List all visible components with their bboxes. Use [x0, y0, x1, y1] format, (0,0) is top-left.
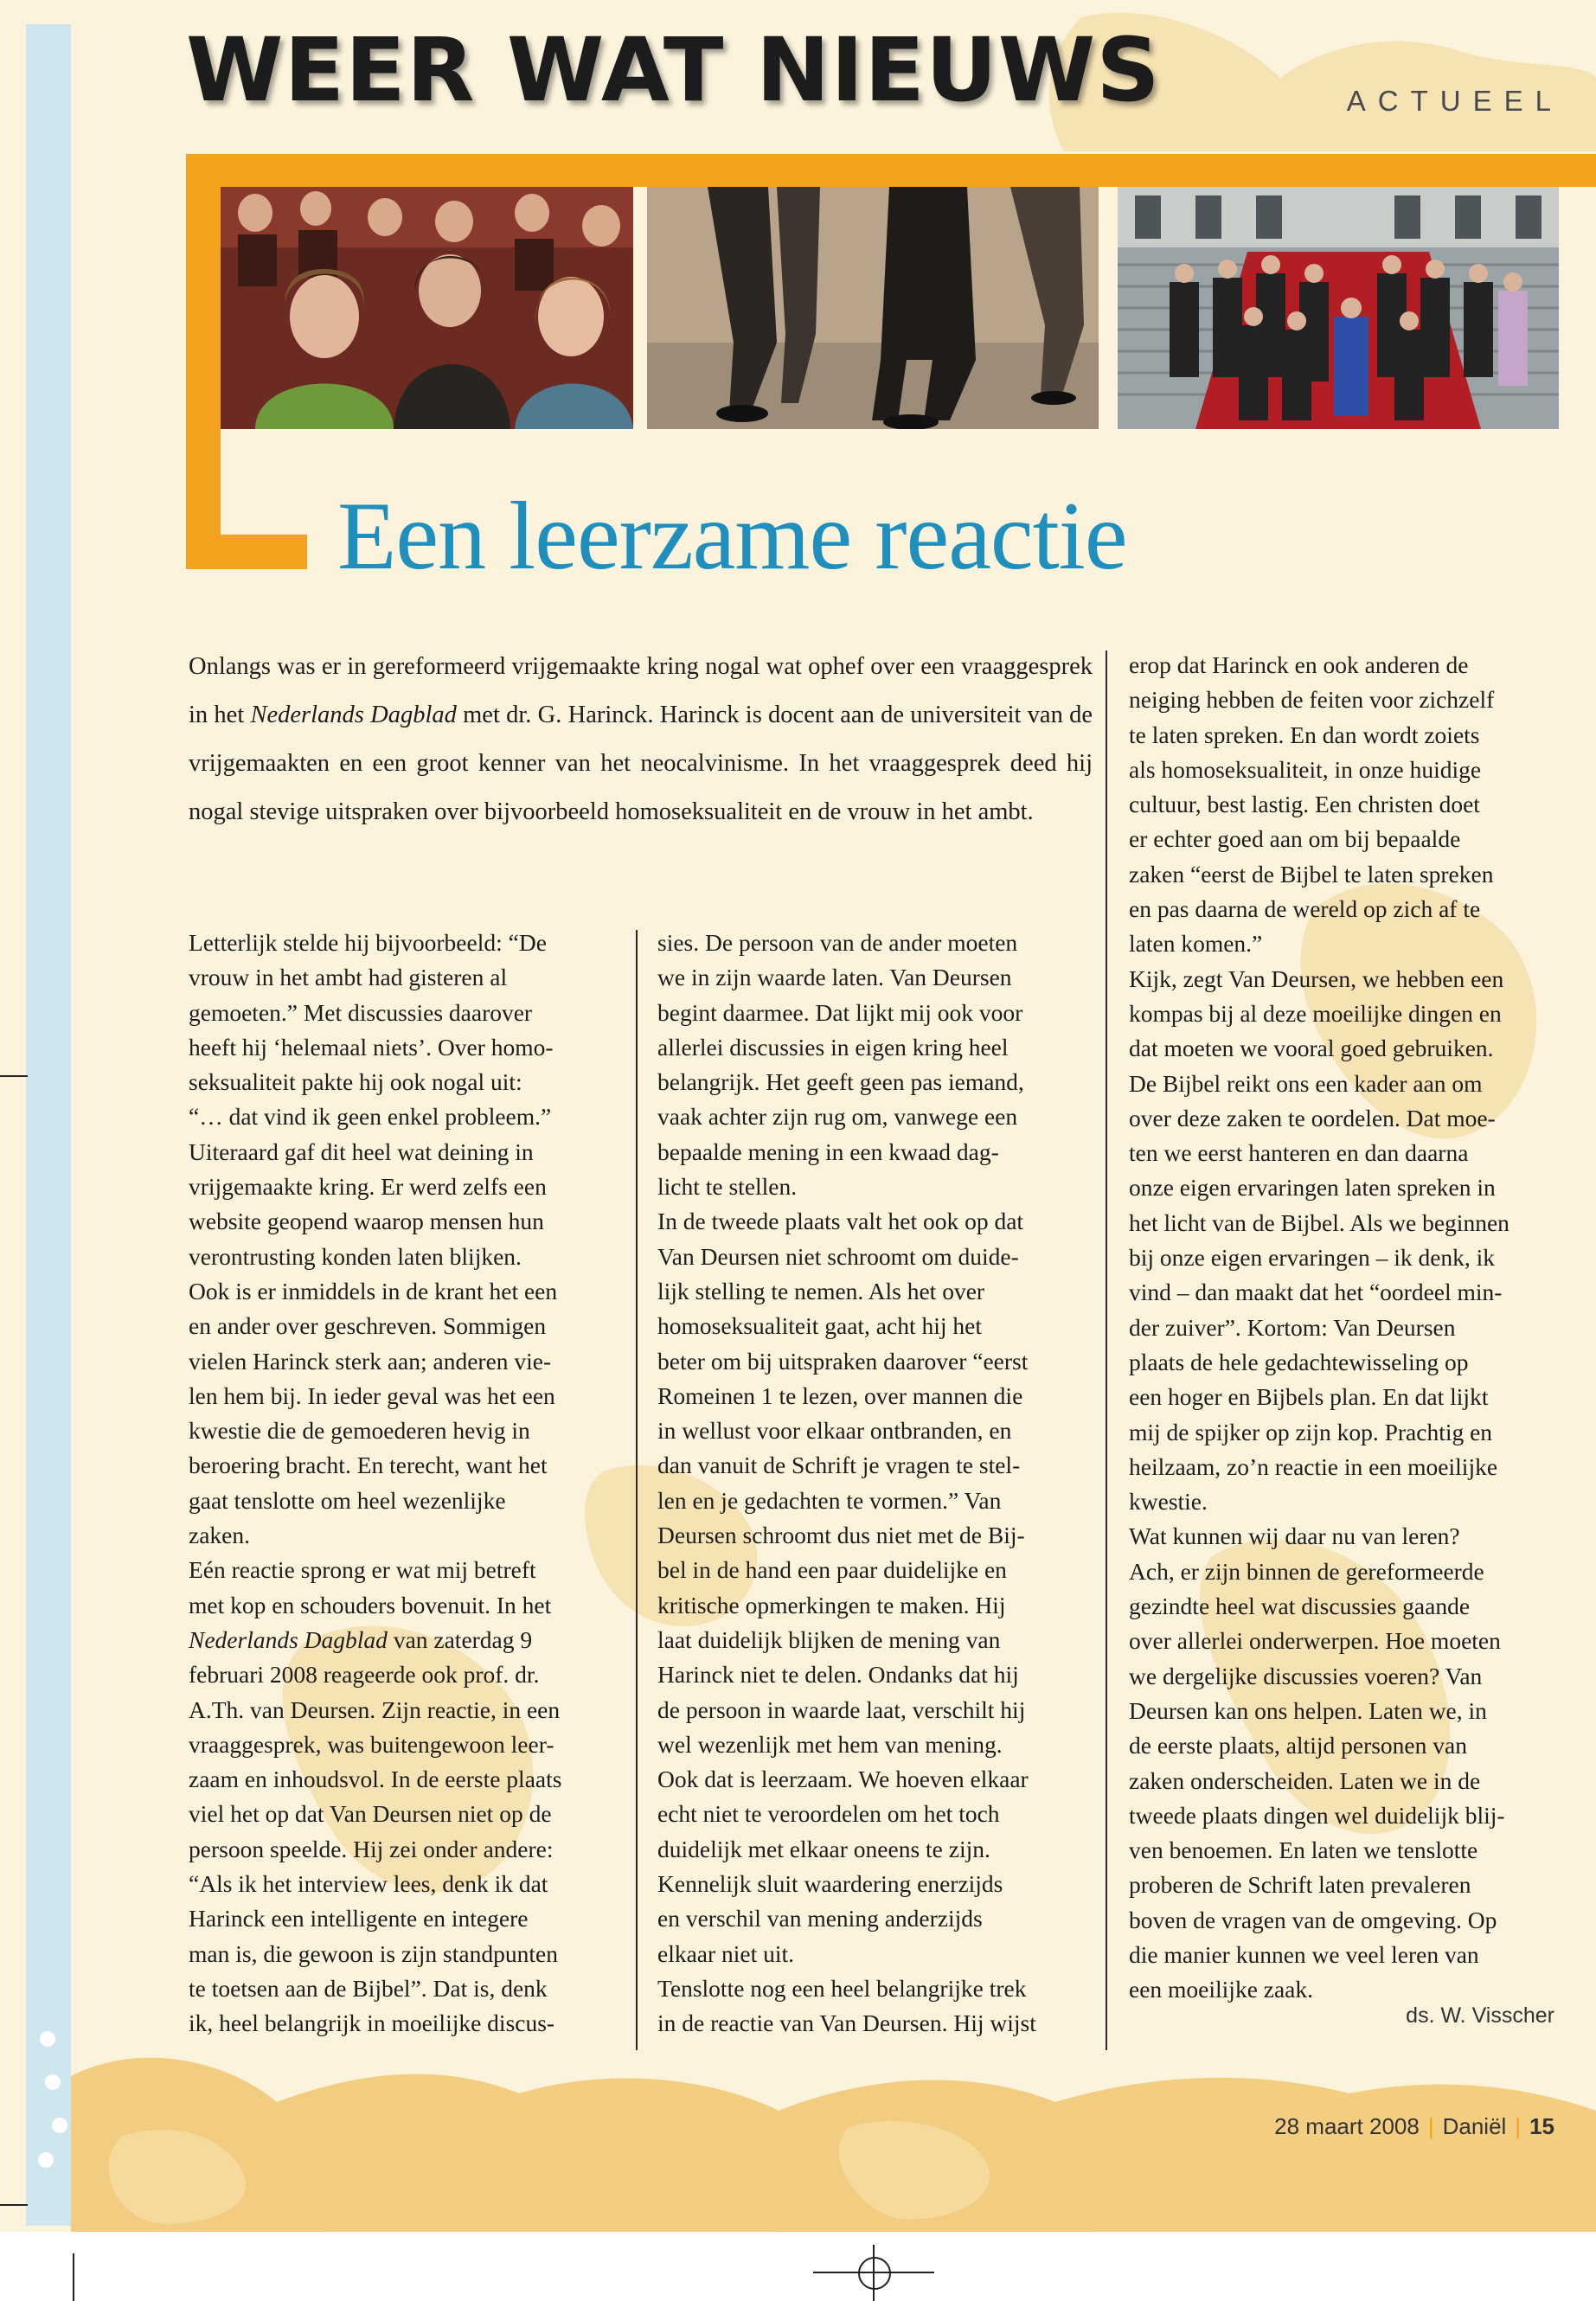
text-line: ven benoemen. En laten we tenslotte: [1129, 1836, 1478, 1864]
text-line: laat duidelijk blijken de mening van: [657, 1625, 1001, 1653]
text-line: in de reactie van Van Deursen. Hij wijst: [657, 2009, 1036, 2037]
text-line: boven de vragen van de omgeving. Op: [1129, 1906, 1497, 1933]
text-line: kwestie.: [1129, 1488, 1208, 1516]
text-line: allerlei discussies in eigen kring heel: [657, 1033, 1009, 1061]
text-line: Ook is er inmiddels in de krant het een: [189, 1277, 558, 1304]
intro-text: Onlangs was er in gereformeerd vrijgemaakte kring nogal wat ophef over een vraaggesprek in het: [189, 653, 1093, 728]
text-line: plaats de hele gedachtewisseling op: [1129, 1348, 1469, 1375]
text-line: vind – dan maakt dat het “oordeel min-: [1129, 1279, 1503, 1306]
text-line: belangrijk. Het geeft geen pas iemand,: [657, 1068, 1024, 1096]
text-line: dan vanuit de Schrift je vragen te stel-: [657, 1452, 1021, 1479]
frame-bar-bottom: [186, 535, 307, 569]
text-line: over deze zaken te oordelen. Dat moe-: [1129, 1104, 1496, 1131]
text-line: dat moeten we vooral goed gebruiken.: [1129, 1035, 1494, 1062]
text-line: heeft hij ‘helemaal niets’. Over homo-: [189, 1033, 554, 1061]
text-line: De Bijbel reikt ons een kader aan om: [1129, 1069, 1483, 1097]
text-line: len hem bij. In ieder geval was het een: [189, 1381, 555, 1409]
text-line: Letterlijk stelde hij bijvoorbeeld: “De: [189, 929, 547, 956]
intro-text: met dr. G. Harinck. Harinck is docent aan de universiteit van de vrijgemaakten en een groot kenner van het neocalvinisme. In het vraaggesprek deed hij nogal stevige uitspraken over bijvoorbeeld homoseksualiteit en de vrouw in het ambt.: [189, 702, 1093, 825]
text-line: bepaalde mening in een kwaad dag-: [657, 1138, 999, 1165]
text-line: homoseksualiteit gaat, acht hij het: [657, 1312, 982, 1340]
text-line: zaken.: [189, 1522, 250, 1549]
text-line: Wat kunnen wij daar nu van leren?: [1129, 1522, 1460, 1550]
text-line: duidelijk met elkaar oneens te zijn.: [657, 1835, 990, 1862]
text-line: kompas bij al deze moeilijke dingen en: [1129, 999, 1502, 1027]
walking-people-photo: [647, 187, 1099, 429]
page-bottom-margin: [0, 2232, 1596, 2301]
text-line: website geopend waarop mensen hun: [189, 1208, 544, 1235]
column-divider: [636, 930, 638, 2050]
text-line: tweede plaats dingen wel duidelijk blij-: [1129, 1801, 1505, 1829]
text-line: vaak achter zijn rug om, vanwege een: [657, 1103, 1018, 1131]
text-line: het licht van de Bijbel. Als we beginnen: [1129, 1208, 1509, 1236]
text-line: en pas daarna de wereld op zich af te: [1129, 895, 1481, 923]
text-line: heilzaam, zo’n reactie in een moeilijke: [1129, 1452, 1498, 1480]
footer-separator: |: [1427, 2113, 1434, 2139]
decor-dot: [45, 2074, 61, 2090]
text-line: de persoon in waarde laat, verschilt hij: [657, 1695, 1026, 1723]
text-line: wel wezenlijk met hem van mening.: [657, 1730, 1003, 1758]
text-line: laten komen.”: [1129, 930, 1263, 958]
text-line: een moeilijke zaak.: [1129, 1976, 1314, 2003]
text-line: seksualiteit pakte hij ook nogal uit:: [189, 1068, 522, 1096]
text-line: bij onze eigen ervaringen – ik denk, ik: [1129, 1244, 1496, 1272]
newspaper-name: Nederlands Dagblad: [189, 1625, 388, 1653]
text-line: begint daarmee. Dat lijkt mij ook voor: [657, 998, 1023, 1026]
crop-mark: [0, 1075, 28, 1077]
text-line: te toetsen aan de Bijbel”. Dat is, denk: [189, 1974, 548, 2002]
text-line: Harinck niet te delen. Ondanks dat hij: [657, 1661, 1019, 1689]
text-line: Deursen schroomt dus niet met de Bij-: [657, 1522, 1025, 1549]
text-line: Ach, er zijn binnen de gereformeerde: [1129, 1557, 1484, 1585]
text-line: persoon speelde. Hij zei onder andere:: [189, 1835, 554, 1862]
text-line: die manier kunnen we veel leren van: [1129, 1940, 1479, 1968]
text-line: ik, heel belangrijk in moeilijke discus-: [189, 2009, 555, 2037]
decor-dot: [40, 2031, 55, 2047]
text-line: Kennelijk sluit waardering enerzijds: [657, 1870, 1003, 1898]
text-line: “… dat vind ik geen enkel probleem.”: [189, 1103, 552, 1131]
text-line: gezindte heel wat discussies gaande: [1129, 1593, 1471, 1620]
text-line: zaken onderscheiden. Laten we in de: [1129, 1766, 1481, 1794]
page-footer: [1274, 2113, 1554, 2140]
text-line: len en je gedachten te vormen.” Van: [657, 1486, 1002, 1514]
decor-dot: [52, 2118, 67, 2133]
intro-newspaper-name: Nederlands Dagblad: [250, 702, 457, 728]
footer-separator: |: [1515, 2113, 1522, 2139]
article-column-1: [189, 926, 625, 2041]
text-line: Eén reactie sprong er wat mij betreft: [189, 1556, 536, 1584]
frame-bar-top: [186, 154, 1596, 187]
text-line: we dergelijke discussies voeren? Van: [1129, 1662, 1483, 1689]
text-line: vielen Harinck sterk aan; anderen vie-: [189, 1347, 552, 1375]
text-line: man is, die gewoon is zijn standpunten: [189, 1939, 558, 1967]
text-line: elkaar niet uit.: [657, 1939, 795, 1967]
text-line: lijk stelling te nemen. Als het over: [657, 1277, 985, 1304]
text-line: sies. De persoon van de ander moeten: [657, 929, 1018, 956]
text-line: echt niet te veroordelen om het toch: [657, 1800, 1000, 1828]
text-line: we in zijn waarde laten. Van Deursen: [657, 964, 1012, 991]
text-line: er echter goed aan om bij bepaalde: [1129, 825, 1461, 853]
article-column-2: [657, 926, 1090, 2041]
text-line: onze eigen ervaringen laten spreken in: [1129, 1174, 1496, 1202]
footer-magazine: Daniël: [1442, 2113, 1507, 2139]
text-line: gemoeten.” Met discussies daarover: [189, 998, 533, 1026]
text-line: In de tweede plaats valt het ook op dat: [657, 1208, 1024, 1235]
text-line: Deursen kan ons helpen. Laten we, in: [1129, 1696, 1487, 1724]
article-intro: [189, 643, 1093, 836]
article-column-3: [1129, 648, 1566, 2008]
text-line: erop dat Harinck en ook anderen de: [1129, 651, 1469, 678]
text-line: gaat tenslotte om heel wezenlijke: [189, 1486, 506, 1514]
text-line: te laten spreken. En dan wordt zoiets: [1129, 721, 1480, 748]
text-line: der zuiver”. Kortom: Van Deursen: [1129, 1313, 1456, 1341]
students-audience-photo: [221, 187, 633, 429]
text-line: Kijk, zegt Van Deursen, we hebben een: [1129, 965, 1504, 992]
decor-dot: [38, 2152, 54, 2168]
registration-mark: [858, 2257, 891, 2290]
text-line: mij de spijker op zijn kop. Prachtig en: [1129, 1418, 1493, 1445]
text-line: vrouw in het ambt had gisteren al: [189, 964, 508, 991]
text-line: Van Deursen niet schroomt om duide-: [657, 1242, 1019, 1270]
text-line: verontrusting konden laten blijken.: [189, 1242, 522, 1270]
author-byline: ds. W. Visscher: [1406, 2003, 1554, 2028]
text-line: cultuur, best lastig. Een christen doet: [1129, 791, 1480, 818]
text-line: A.Th. van Deursen. Zijn reactie, in een: [189, 1695, 561, 1723]
text-line: en ander over geschreven. Sommigen: [189, 1312, 547, 1340]
text-line: Harinck een intelligente en integere: [189, 1905, 529, 1932]
text-line: licht te stellen.: [657, 1173, 798, 1201]
section-title: WEER WAT NIEUWS: [186, 19, 1161, 122]
text-line: Ook dat is leerzaam. We hoeven elkaar: [657, 1766, 1029, 1793]
binding-strip: [26, 24, 71, 2226]
text-line: februari 2008 reageerde ook prof. dr.: [189, 1661, 540, 1689]
footer-date: 28 maart 2008: [1274, 2113, 1420, 2139]
article-headline: Een leerzame reactie: [337, 483, 1127, 590]
text-line: bel in de hand een paar duidelijke en: [657, 1556, 1007, 1584]
text-line: en verschil van mening anderzijds: [657, 1905, 983, 1932]
section-label: ACTUEEL: [1346, 85, 1563, 117]
text-line: proberen de Schrift laten prevaleren: [1129, 1871, 1471, 1899]
text-line: Romeinen 1 te lezen, over mannen die: [657, 1381, 1023, 1409]
text-line: kritische opmerkingen te maken. Hij: [657, 1591, 1006, 1618]
text-line: neiging hebben de feiten voor zichzelf: [1129, 686, 1495, 714]
text-line: een hoger en Bijbels plan. En dat lijkt: [1129, 1383, 1489, 1411]
text-line: beter om bij uitspraken daarover “eerst: [657, 1347, 1029, 1375]
text-line: kwestie die de gemoederen hevig in: [189, 1417, 530, 1445]
column-divider: [1106, 651, 1107, 2050]
frame-bar-left: [186, 154, 221, 569]
text-line: Tenslotte nog een heel belangrijke trek: [657, 1974, 1027, 2002]
text-line: [189, 1623, 625, 1657]
text-line: de eerste plaats, altijd personen van: [1129, 1732, 1467, 1759]
text-line: zaken “eerst de Bijbel te laten spreken: [1129, 860, 1494, 888]
text-line: viel het op dat Van Deursen niet op de: [189, 1800, 552, 1828]
text-line: over allerlei onderwerpen. Hoe moeten: [1129, 1627, 1501, 1655]
text-line: beroering bracht. En terecht, want het: [189, 1452, 548, 1479]
text-line: Uiteraard gaf dit heel wat deining in: [189, 1138, 534, 1165]
crop-mark: [73, 2253, 74, 2301]
text-fragment: van zaterdag 9: [387, 1625, 533, 1653]
crop-mark: [0, 2204, 28, 2206]
government-group-photo: [1118, 187, 1559, 429]
text-line: als homoseksualiteit, in onze huidige: [1129, 755, 1482, 783]
text-line: met kop en schouders bovenuit. In het: [189, 1591, 552, 1618]
text-line: ten we eerst hanteren en dan daarna: [1129, 1139, 1469, 1167]
text-line: zaam en inhoudsvol. In de eerste plaats: [189, 1766, 562, 1793]
text-line: vrijgemaakte kring. Er werd zelfs een: [189, 1173, 547, 1201]
page-number: 15: [1529, 2113, 1554, 2139]
text-line: vraaggesprek, was buitengewoon leer-: [189, 1730, 554, 1758]
text-line: in wellust voor elkaar ontbranden, en: [657, 1417, 1012, 1445]
text-line: “Als ik het interview lees, denk ik dat: [189, 1870, 548, 1898]
